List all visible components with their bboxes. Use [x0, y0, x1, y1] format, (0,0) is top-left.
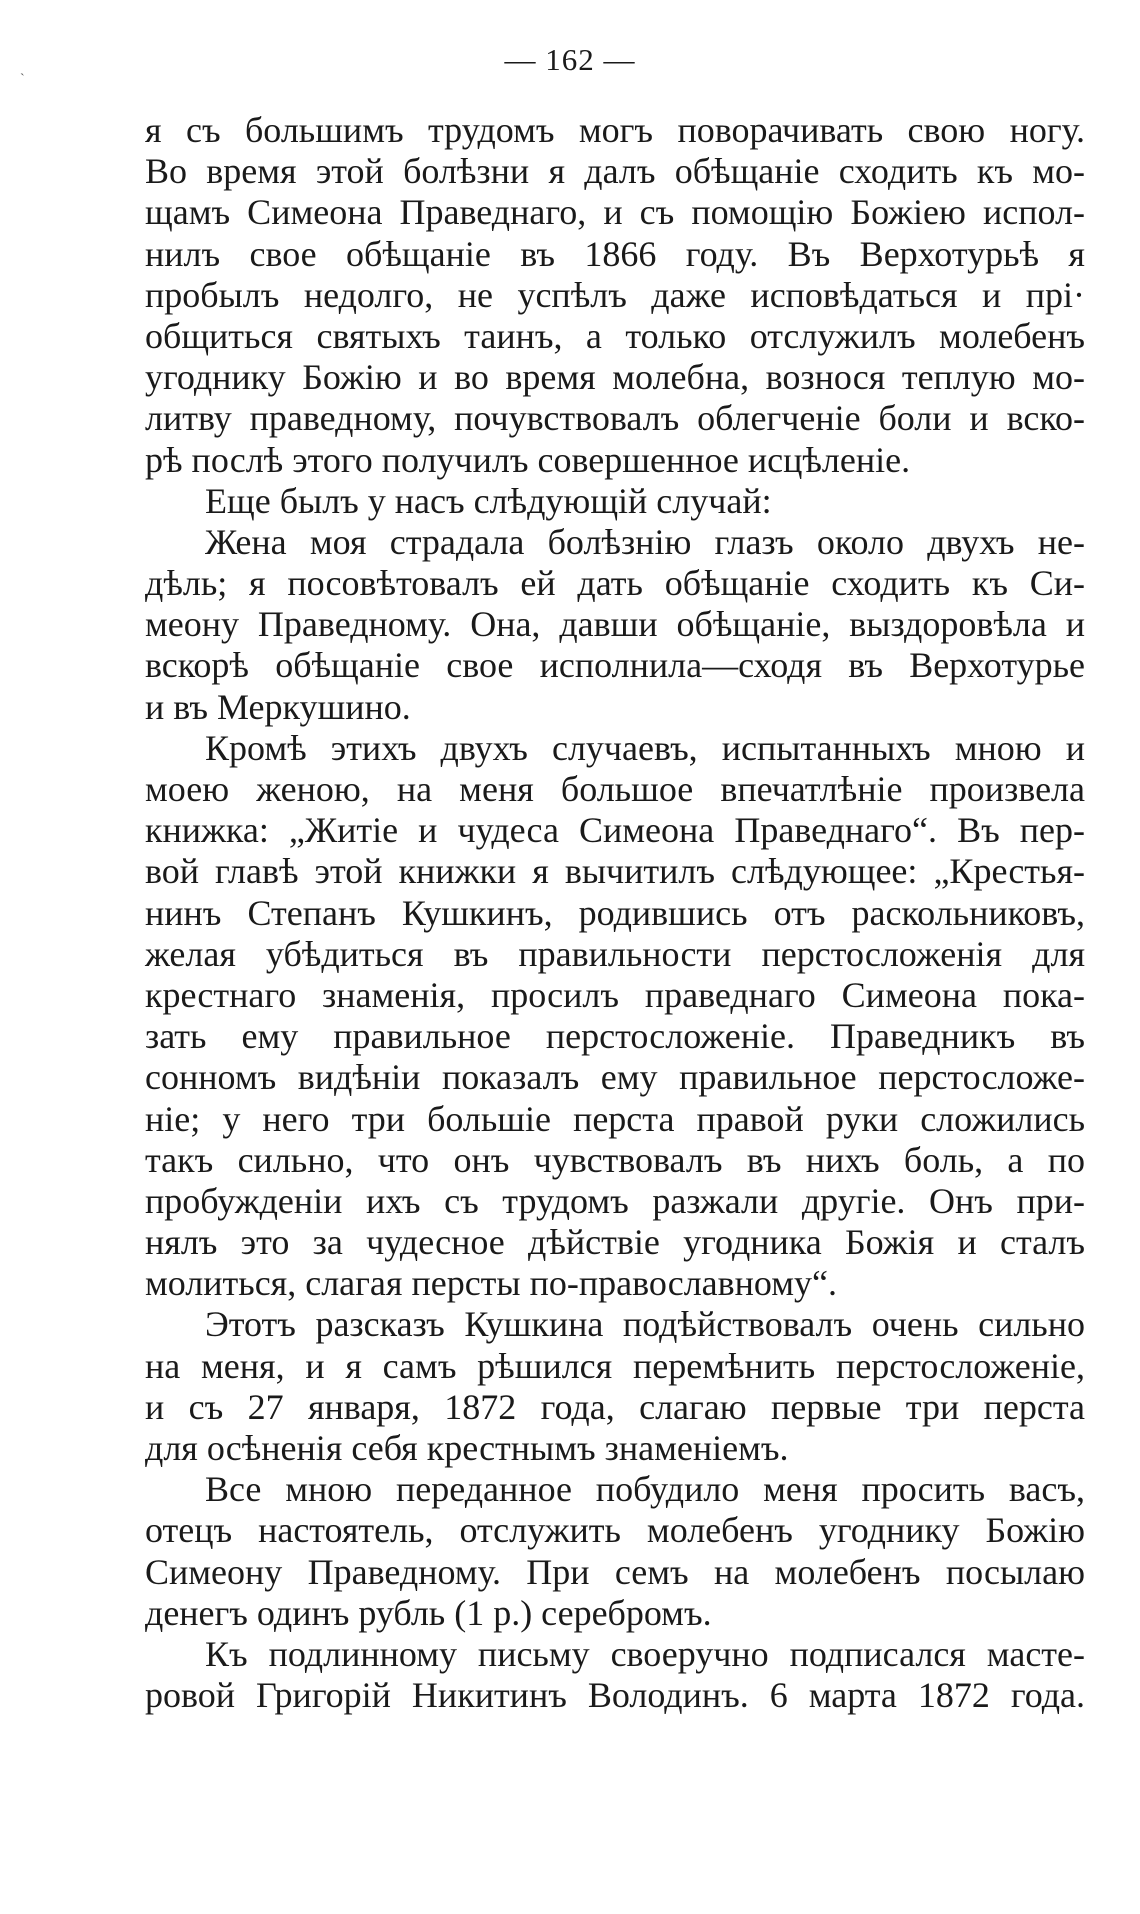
text-line: сонномъ видѣніи показалъ ему правильное перстосложе- — [145, 1057, 1085, 1098]
text-line: на меня, и я самъ рѣшился перемѣнить перстосложеніе, — [145, 1345, 1085, 1386]
text-line: щамъ Симеона Праведнаго, и съ помощію Божіею испол- — [145, 192, 1085, 233]
text-line: молиться, слагая персты по-православному“. — [145, 1263, 837, 1304]
text-line: моею женою, на меня большое впечатлѣніе произвела — [145, 769, 1085, 809]
text-line: пробужденіи ихъ съ трудомъ разжали другіе. Онъ при- — [145, 1180, 1085, 1221]
text-line: нялъ это за чудесное дѣйствіе угодника Божія и сталъ — [145, 1222, 1085, 1263]
text-line: меону Праведному. Она, давши обѣщаніе, выздоровѣла и — [145, 604, 1085, 645]
text-line: Все мною переданное побудило меня просить васъ, — [205, 1469, 1085, 1510]
text-line: я съ большимъ трудомъ могъ поворачивать свою ногу. — [145, 110, 1085, 150]
text-line: Къ подлинному письму своеручно подписался масте- — [205, 1633, 1085, 1674]
text-line: для осѣненія себя крестнымъ знаменіемъ. — [145, 1428, 789, 1468]
text-line: денегъ одинъ рубль (1 р.) серебромъ. — [145, 1592, 712, 1633]
text-line: вой главѣ этой книжки я вычитилъ слѣдующее: „Крестья- — [145, 851, 1085, 892]
text-line: общиться святыхъ таинъ, а только отслужилъ молебенъ — [145, 315, 1085, 356]
text-line: отецъ настоятель, отслужить молебенъ угоднику Божію — [145, 1510, 1085, 1551]
text-line: нилъ свое обѣщаніе въ 1866 году. Въ Верхотурьѣ я — [145, 233, 1085, 274]
text-line: дѣль; я посовѣтовалъ ей дать обѣщаніе сходить къ Си- — [145, 563, 1085, 604]
text-line: Во время этой болѣзни я далъ обѣщаніе сходить къ мо- — [145, 151, 1085, 192]
text-line: крестнаго знаменія, просилъ праведнаго Симеона пока- — [145, 974, 1085, 1015]
text-line: и въ Меркушино. — [145, 686, 411, 727]
text-line: Этотъ разсказъ Кушкина подѣйствовалъ очень сильно — [205, 1304, 1085, 1345]
text-line: угоднику Божію и во время молебна, вознося теплую мо- — [145, 357, 1085, 398]
text-line: вскорѣ обѣщаніе свое исполнила—сходя въ Верхотурье — [145, 645, 1085, 686]
text-line: зать ему правильное перстосложеніе. Праведникъ въ — [145, 1016, 1085, 1057]
text-line: желая убѣдиться въ правильности перстосложенія для — [145, 933, 1085, 974]
text-line: ніе; у него три большіе перста правой руки сложились — [145, 1098, 1085, 1139]
body-text — [145, 110, 1085, 1716]
text-line: книжка: „Житіе и чудеса Симеона Праведнаго“. Въ пер- — [145, 810, 1085, 851]
stray-mark: ˋ — [20, 72, 25, 87]
text-line: ровой Григорій Никитинъ Володинъ. 6 марта 1872 года. — [145, 1675, 1085, 1716]
text-line: пробылъ недолго, не успѣлъ даже исповѣдаться и прі· — [145, 274, 1085, 315]
text-line: и съ 27 января, 1872 года, слагаю первые три перста — [145, 1386, 1085, 1427]
text-line: Симеону Праведному. При семъ на молебенъ посылаю — [145, 1551, 1085, 1592]
text-line: Кромѣ этихъ двухъ случаевъ, испытанныхъ мною и — [205, 727, 1085, 768]
text-line: литву праведному, почувствовалъ облегченіе боли и вско- — [145, 398, 1085, 439]
text-line: Жена моя страдала болѣзнію глазъ около двухъ не- — [205, 521, 1085, 562]
text-line: такъ сильно, что онъ чувствовалъ въ нихъ боль, а по — [145, 1139, 1085, 1180]
text-line: нинъ Степанъ Кушкинъ, родившись отъ раскольниковъ, — [145, 892, 1085, 933]
page-number: — 162 — — [504, 42, 636, 77]
text-line: Еще былъ у насъ слѣдующій случай: — [205, 480, 772, 521]
text-line: рѣ послѣ этого получилъ совершенное исцѣленіе. — [145, 439, 911, 480]
